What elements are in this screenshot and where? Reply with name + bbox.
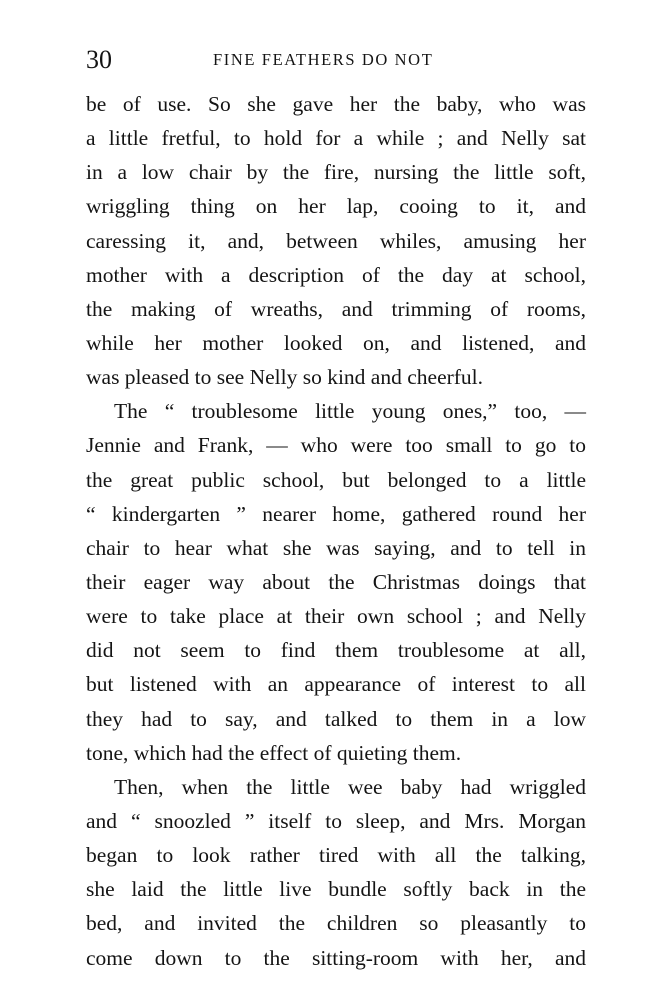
text-line: did not seem to find them troublesome at all, [86, 638, 586, 663]
text-line: a little fretful, to hold for a while ; and Nelly sat [86, 126, 586, 151]
text-line: bed, and invited the children so pleasantly to [86, 911, 586, 936]
text-line: but listened with an appearance of interest to all [86, 672, 586, 697]
text-line: the making of wreaths, and trimming of rooms, [86, 296, 586, 321]
body-text [86, 87, 586, 975]
paragraph-start-line: The “ troublesome little young ones,” too, — [114, 399, 586, 424]
running-title: FINE FEATHERS DO NOT [213, 50, 434, 69]
text-line: come down to the sitting-room with her, and [86, 945, 586, 970]
text-line: caressing it, and, between whiles, amusing her [86, 228, 586, 253]
paragraph-start-line: Then, when the little wee baby had wriggled [114, 774, 586, 799]
text-line: their eager way about the Christmas doings that [86, 569, 586, 594]
paragraph-end-line: tone, which had the effect of quieting them. [86, 740, 462, 765]
running-head [86, 44, 586, 76]
text-line: “ kindergarten ” nearer home, gathered round her [86, 501, 586, 526]
text-line: she laid the little live bundle softly back in the [86, 877, 586, 902]
text-line: mother with a description of the day at school, [86, 262, 586, 287]
paragraph-end-line: was pleased to see Nelly so kind and cheerful. [86, 365, 484, 390]
text-line: be of use. So she gave her the baby, who was [86, 92, 586, 116]
text-line: they had to say, and talked to them in a low [86, 706, 586, 731]
text-line: the great public school, but belonged to a little [86, 467, 586, 492]
text-line: and “ snoozled ” itself to sleep, and Mrs. Morgan [86, 808, 586, 833]
page-number: 30 [86, 45, 112, 74]
text-line: Jennie and Frank, — who were too small to go to [86, 433, 586, 458]
text-line: in a low chair by the fire, nursing the little soft, [86, 160, 586, 185]
text-line: began to look rather tired with all the talking, [86, 843, 586, 868]
text-line: were to take place at their own school ; and Nelly [86, 604, 586, 629]
text-line: while her mother looked on, and listened, and [86, 330, 586, 355]
text-line: wriggling thing on her lap, cooing to it, and [86, 194, 586, 219]
text-line: chair to hear what she was saying, and to tell in [86, 535, 586, 560]
